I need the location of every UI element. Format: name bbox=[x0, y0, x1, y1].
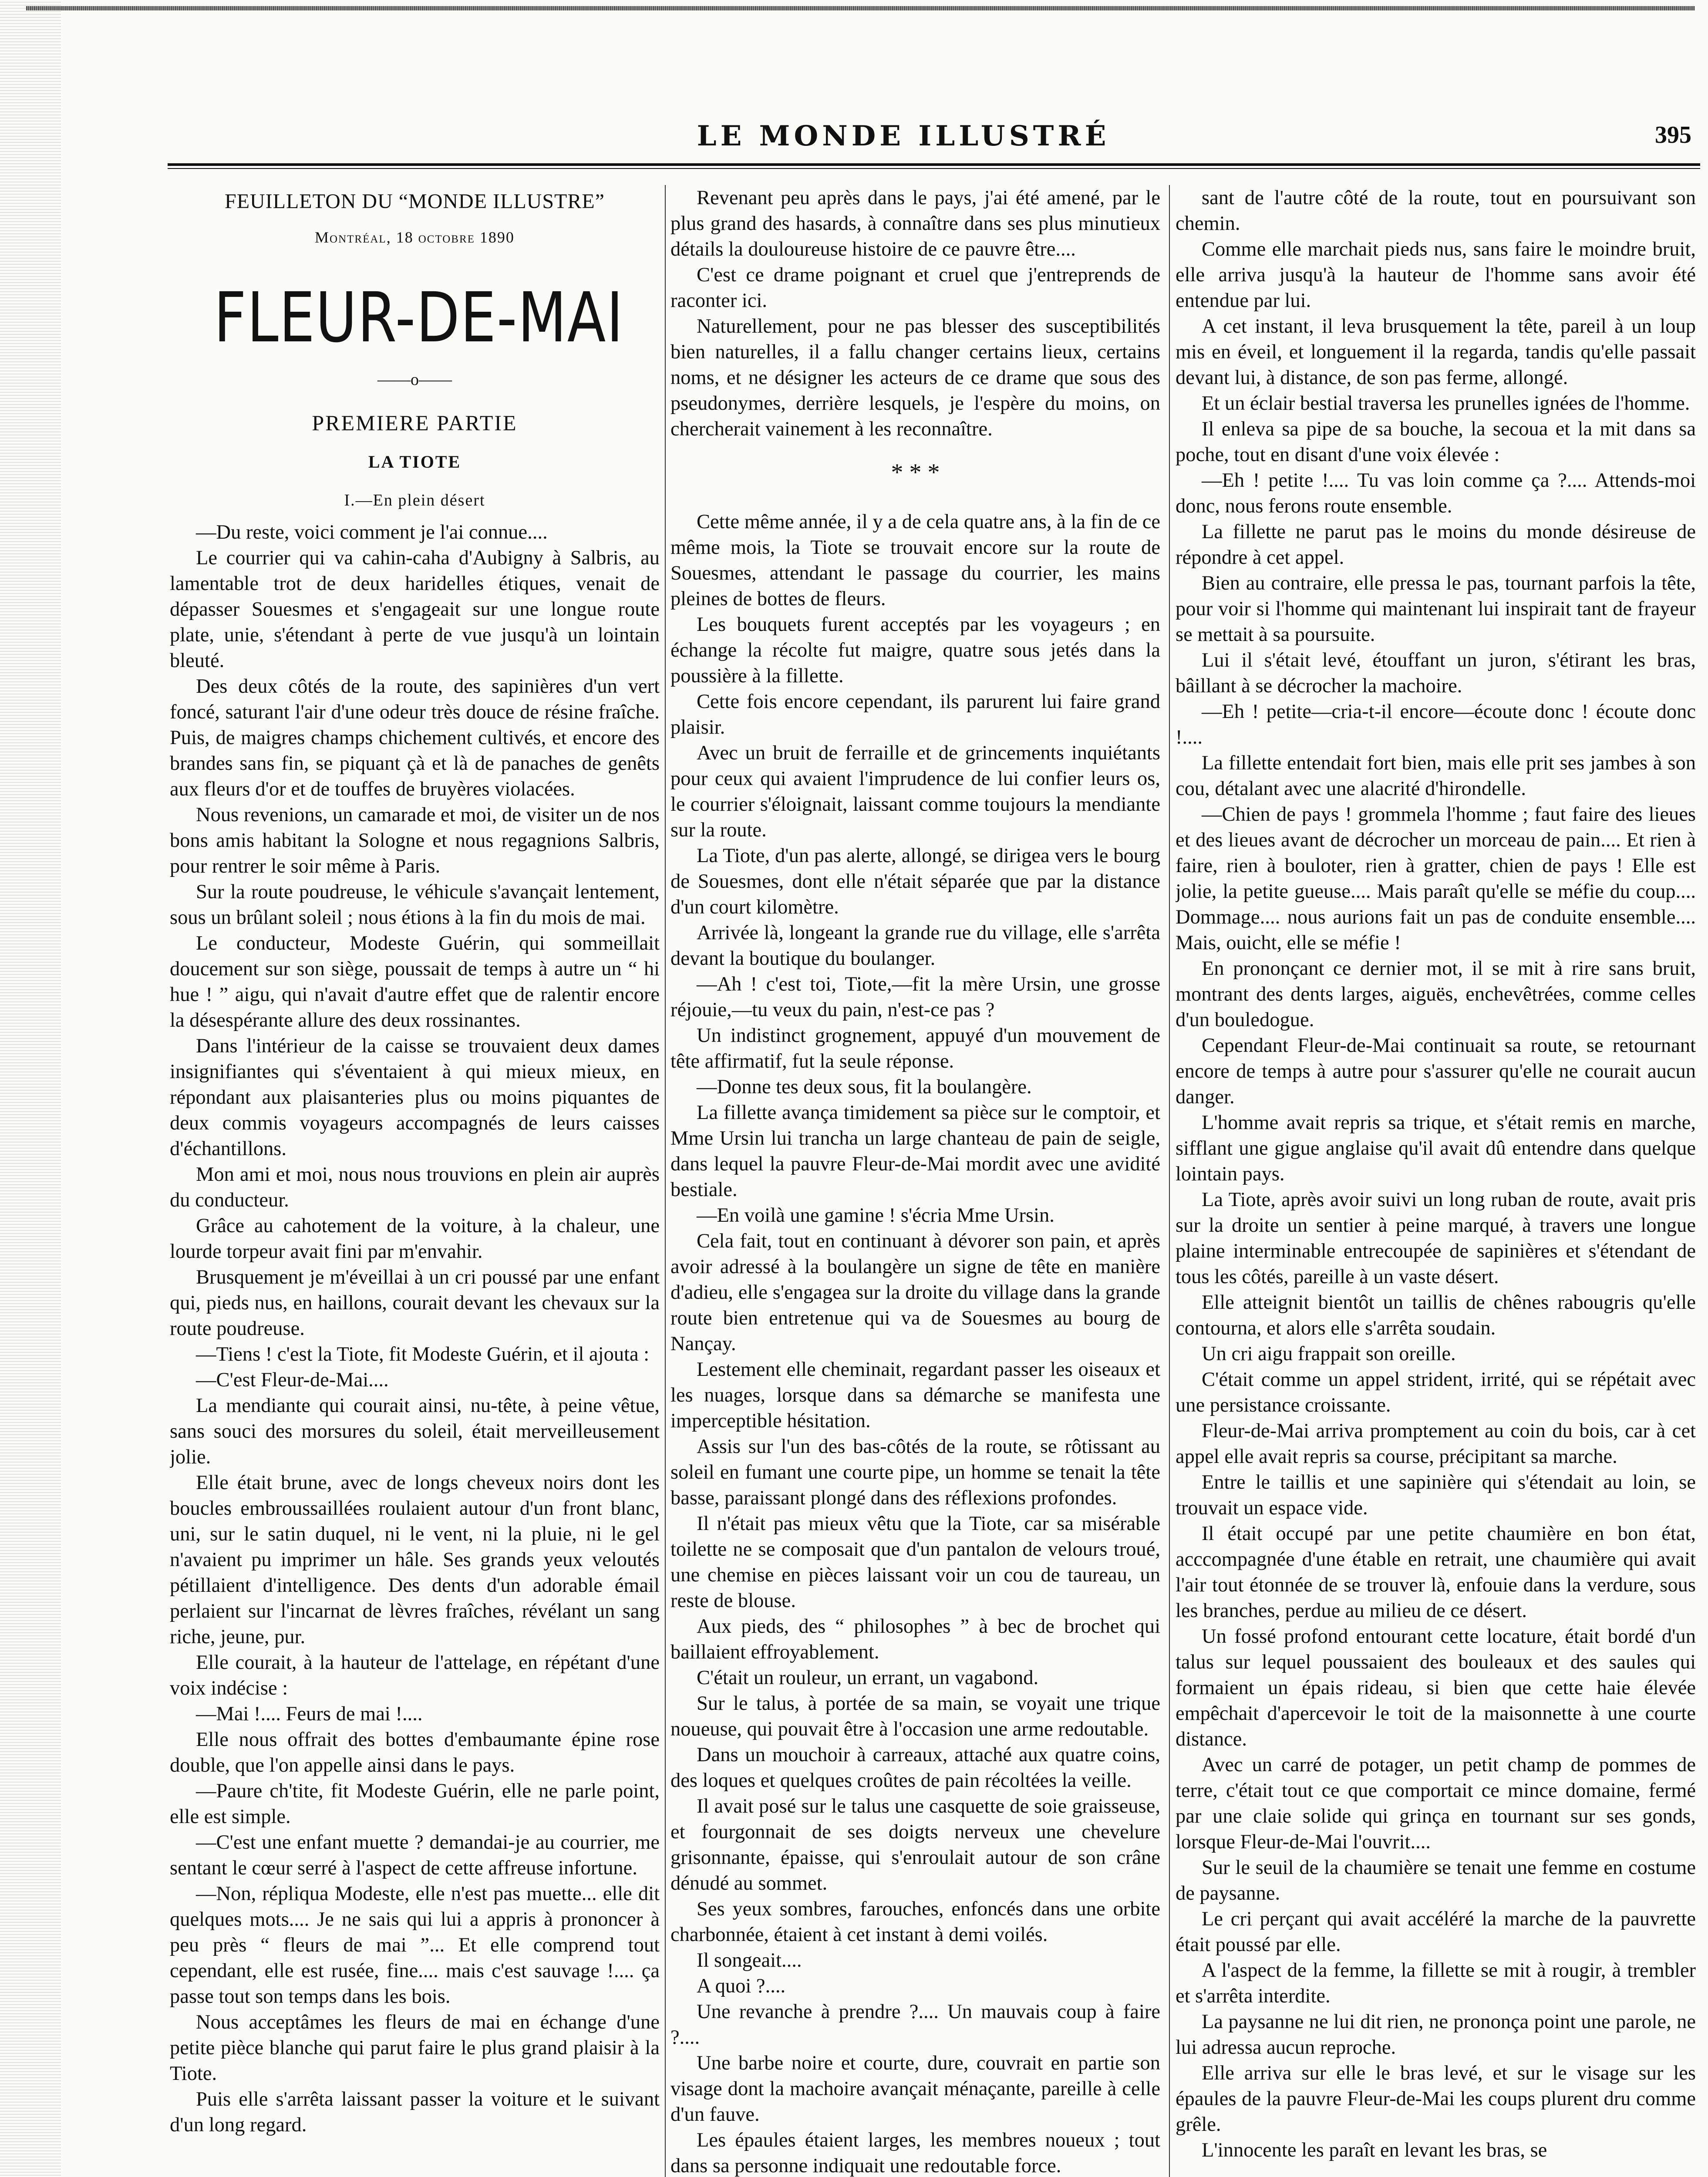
paragraph: —Paure ch'tite, fit Modeste Guérin, elle ne parle point, elle est simple. bbox=[170, 1780, 660, 1828]
paragraph: Le courrier qui va cahin-caha d'Aubigny à Salbris, au lamentable trot de deux haridelles étiques, venait de dépasser Souesmes et s'engageait sur une longue route plate, unie, s'étendant à perte de vue jusqu'à un lointain bleuté. bbox=[170, 547, 660, 672]
paragraph: Une barbe noire et courte, dure, couvrait en partie son visage dont la machoire avançait ménaçante, pareille à celle d'un fauve. bbox=[670, 2052, 1160, 2126]
paragraph: Assis sur l'un des bas-côtés de la route, se rôtissant au soleil en fumant une courte pipe, un homme se tenait la tête basse, paraissant plongé dans des réflexions profondes. bbox=[670, 1436, 1160, 1509]
paragraph: C'était comme un appel strident, irrité, qui se répétait avec une persistance croissante. bbox=[1176, 1368, 1696, 1416]
column-divider bbox=[665, 185, 666, 2177]
paragraph: Grâce au cahotement de la voiture, à la chaleur, une lourde torpeur avait fini par m'envahir. bbox=[170, 1215, 660, 1263]
paragraph: Un fossé profond entourant cette locature, était bordé d'un talus sur lequel poussaient des bouleaux et des saules qui formaient un épais rideau, si bien que cette haie élevée empêchait d'apercevoir le toit de la maisonnette à une courte distance. bbox=[1176, 1625, 1696, 1750]
paragraph: —Eh ! petite—cria-t-il encore—écoute donc ! écoute donc !.... bbox=[1176, 701, 1696, 748]
paragraph: —Non, répliqua Modeste, elle n'est pas muette... elle dit quelques mots.... Je ne sais qui lui a appris à prononcer à peu près “ fleurs de mai ”... Et elle comprend tout cependant, elle est rusée, fine.... mais c'est sauvage !.... ça passe tout son temps dans les bois. bbox=[170, 1883, 660, 2008]
paragraph: Il songeait.... bbox=[697, 1949, 802, 1971]
paragraph: Elle arriva sur elle le bras levé, et sur le visage sur les épaules de la pauvre Fleur-de-Mai les coups plurent dru comme grêle. bbox=[1176, 2062, 1696, 2136]
paragraph: Dans l'intérieur de la caisse se trouvaient deux dames insignifiantes qui s'éventaient à qui mieux mieux, en répondant aux plaisanteries plus ou moins piquantes de deux commis voyageurs accompagnés de leurs caisses d'échantillons. bbox=[170, 1035, 660, 1160]
paragraph: Cette fois encore cependant, ils parurent lui faire grand plaisir. bbox=[670, 691, 1160, 738]
chapter-heading: I.—En plein désert bbox=[344, 491, 485, 509]
paragraph: Fleur-de-Mai arriva promptement au coin du bois, car à cet appel elle avait repris sa course, précipitant sa marche. bbox=[1176, 1420, 1696, 1468]
paragraph: Entre le taillis et une sapinière qui s'étendait au loin, se trouvait un espace vide. bbox=[1176, 1471, 1696, 1519]
paragraph: Avec un carré de potager, un petit champ de pommes de terre, c'était tout ce que comportait ce mince domaine, fermé par une claie solide qui grinça en tournant sur ses gonds, lorsque Fleur-de-Mai l'ouvrit.... bbox=[1176, 1754, 1696, 1853]
page-number: 395 bbox=[1655, 121, 1691, 148]
divider-ornament: o bbox=[411, 371, 419, 389]
paragraph: Elle courait, à la hauteur de l'attelage, en répétant d'une voix indécise : bbox=[170, 1651, 660, 1699]
column-3 bbox=[1176, 185, 1696, 2177]
paragraph: Arrivée là, longeant la grande rue du village, elle s'arrêta devant la boutique du boulanger. bbox=[670, 922, 1160, 970]
paragraph: Mon ami et moi, nous nous trouvions en plein air auprès du conducteur. bbox=[170, 1163, 660, 1211]
paragraph: Bien au contraire, elle pressa le pas, tournant parfois la tête, pour voir si l'homme qui maintenant lui inspirait tant de frayeur se mettait à sa poursuite. bbox=[1176, 572, 1696, 646]
column-divider bbox=[1169, 185, 1170, 2177]
story-title: FLEUR-DE-MAI bbox=[214, 278, 624, 358]
paragraph: L'homme avait repris sa trique, et s'était remis en marche, sifflant une gigue anglaise qu'il avait dû entendre dans quelque lointain pays. bbox=[1176, 1112, 1696, 1185]
paragraph: sant de l'autre côté de la route, tout en poursuivant son chemin. bbox=[1176, 187, 1696, 235]
paragraph: Brusquement je m'éveillai à un cri poussé par une enfant qui, pieds nus, en haillons, courait devant les chevaux sur la route poudreuse. bbox=[170, 1266, 660, 1340]
column-1-body bbox=[170, 519, 660, 2138]
paragraph: Cette même année, il y a de cela quatre ans, à la fin de ce même mois, la Tiote se trouvait encore sur la route de Souesmes, attendant le passage du courrier, les mains pleines de bottes de fleurs. bbox=[670, 511, 1160, 610]
paragraph: En prononçant ce dernier mot, il se mit à rire sans bruit, montrant des dents larges, aiguës, enchevêtrées, comme celles d'un bouledogue. bbox=[1176, 957, 1696, 1031]
paragraph: Ses yeux sombres, farouches, enfoncés dans une orbite charbonnée, étaient à cet instant à demi voilés. bbox=[670, 1898, 1160, 1946]
paragraph: Les épaules étaient larges, les membres noueux ; tout dans sa personne indiquait une redoutable force. bbox=[670, 2129, 1160, 2177]
paragraph: —Du reste, voici comment je l'ai connue.... bbox=[196, 521, 548, 543]
paragraph: Cela fait, tout en continuant à dévorer son pain, et après avoir adressé à la boulangère un signe de tête en manière d'adieu, elle s'engagea sur la droite du village dans la grande route bien entretenue qui va de Souesmes au bourg de Nançay. bbox=[670, 1230, 1160, 1355]
paragraph: Lestement elle cheminait, regardant passer les oiseaux et les nuages, lorsque dans sa démarche se manifesta une imperceptible hésitation. bbox=[670, 1358, 1160, 1432]
paragraph: Une revanche à prendre ?.... Un mauvais coup à faire ?.... bbox=[670, 2001, 1160, 2049]
paragraph: Les bouquets furent acceptés par les voyageurs ; en échange la récolte fut maigre, quatre sous jetés dans la poussière à la fillette. bbox=[670, 613, 1160, 687]
paragraph: Naturellement, pour ne pas blesser des susceptibilités bien naturelles, il a fallu changer certains lieux, certains noms, et ne désigner les acteurs de ce drame que sous des pseudonymes, derrière lesquels, je l'espère du moins, on chercherait vainement à les reconnaître. bbox=[670, 315, 1160, 440]
paragraph: Nous revenions, un camarade et moi, de visiter un de nos bons amis habitant la Sologne et nous regagnions Salbris, pour rentrer le soir même à Paris. bbox=[170, 804, 660, 877]
paragraph: A l'aspect de la femme, la fillette se mit à rougir, à trembler et s'arrêta interdite. bbox=[1176, 1959, 1696, 2007]
scan-edge bbox=[0, 0, 61, 2177]
paragraph: Sur le talus, à portée de sa main, se voyait une trique noueuse, qui pouvait être à l'occasion une arme redoutable. bbox=[670, 1692, 1160, 1740]
title-divider: ——o—— bbox=[377, 371, 452, 389]
subtitle: LA TIOTE bbox=[368, 452, 462, 472]
paragraph: Avec un bruit de ferraille et de grincements inquiétants pour ceux qui avaient l'imprudence de lui confier leurs os, le courrier s'éloignait, laissant comme toujours la mendiante sur la route. bbox=[670, 742, 1160, 841]
header-rule bbox=[168, 163, 1700, 166]
paragraph: Il était occupé par une petite chaumière en bon état, acccompagnée d'une étable en retrait, une chaumière qui avait l'air tout étonnée de se trouver là, enfouie dans la verdure, sous les branches, perdue au milieu de ce désert. bbox=[1176, 1523, 1696, 1622]
paragraph: La Tiote, d'un pas alerte, allongé, se dirigea vers le bourg de Souesmes, dont elle n'était séparée que par la distance d'un court kilomètre. bbox=[670, 845, 1160, 918]
paragraph: Sur la route poudreuse, le véhicule s'avançait lentement, sous un brûlant soleil ; nous étions à la fin du mois de mai. bbox=[170, 881, 660, 929]
column-2-body-bottom bbox=[670, 509, 1160, 2177]
paragraph: —Donne tes deux sous, fit la boulangère. bbox=[697, 1076, 1032, 1098]
paragraph: C'était un rouleur, un errant, un vagabond. bbox=[697, 1667, 1039, 1689]
paragraph: La fillette entendait fort bien, mais elle prit ses jambes à son cou, détalant avec une alacrité d'hirondelle. bbox=[1176, 752, 1696, 800]
paragraph: La Tiote, après avoir suivi un long ruban de route, avait pris sur la droite un sentier à peine marqué, à travers une longue plaine interminable entrecoupée de sapinières et s'étendant de tous les côtés, pareille à un vaste désert. bbox=[1176, 1189, 1696, 1288]
paragraph: —C'est une enfant muette ? demandai-je au courrier, me sentant le cœur serré à l'aspect de cette affreuse infortune. bbox=[170, 1831, 660, 1879]
paragraph: Aux pieds, des “ philosophes ” à bec de brochet qui baillaient effroyablement. bbox=[670, 1615, 1160, 1663]
paragraph: La fillette ne parut pas le moins du monde désireuse de répondre à cet appel. bbox=[1176, 521, 1696, 569]
section-separator: * * * bbox=[891, 459, 940, 486]
paragraph: Des deux côtés de la route, des sapinières d'un vert foncé, saturant l'air d'une odeur très douce de résine fraîche. Puis, de maigres champs chichement cultivés, et encore des brandes sans fin, se piquant çà et là de panaches de genêts aux fleurs d'or et de touffes de bruyères violacées. bbox=[170, 675, 660, 800]
paragraph: Un cri aigu frappait son oreille. bbox=[1202, 1343, 1456, 1365]
paragraph: Lui il s'était levé, étouffant un juron, s'étirant les bras, bâillant à se décrocher la machoire. bbox=[1176, 649, 1696, 697]
paragraph: L'innocente les paraît en levant les bras, se bbox=[1202, 2139, 1547, 2161]
paragraph: Il avait posé sur le talus une casquette de soie graisseuse, et fourgonnait de ses doigts nerveux une chevelure grisonnante, épaisse, qui s'enroulait autour de son crâne dénudé au sommet. bbox=[670, 1795, 1160, 1894]
paragraph: La fillette avança timidement sa pièce sur le comptoir, et Mme Ursin lui trancha un large chanteau de pain de seigle, dans lequel la pauvre Fleur-de-Mai mordit avec une avidité bestiale. bbox=[670, 1102, 1160, 1201]
paragraph: A quoi ?.... bbox=[697, 1975, 786, 1997]
newspaper-title: LE MONDE ILLUSTRÉ bbox=[697, 120, 1110, 152]
paragraph: —C'est Fleur-de-Mai.... bbox=[196, 1369, 389, 1391]
paragraph: Il n'était pas mieux vêtu que la Tiote, car sa misérable toilette ne se composait que d'un pantalon de velours troué, une chemise en pièces laissant voir un cou de taureau, un reste de blouse. bbox=[670, 1513, 1160, 1612]
paragraph: —Ah ! c'est toi, Tiote,—fit la mère Ursin, une grosse réjouie,—tu veux du pain, n'est-ce pas ? bbox=[670, 973, 1160, 1021]
paragraph: Le conducteur, Modeste Guérin, qui sommeillait doucement sur son siège, poussait de temps à autre un “ hi hue ! ” aigu, qui n'avait d'autre effet que de ralentir encore la désespérante allure des deux rossinantes. bbox=[170, 932, 660, 1031]
paragraph: —En voilà une gamine ! s'écria Mme Ursin. bbox=[697, 1204, 1054, 1227]
paragraph: —Mai !.... Feurs de mai !.... bbox=[196, 1703, 423, 1725]
paragraph: Puis elle s'arrêta laissant passer la voiture et le suivant d'un long regard. bbox=[170, 2088, 660, 2136]
paragraph: Comme elle marchait pieds nus, sans faire le moindre bruit, elle arriva jusqu'à la hauteur de l'homme sans avoir été entendue par lui. bbox=[1176, 238, 1696, 312]
paragraph: —Chien de pays ! grommela l'homme ; faut faire des lieues et des lieues avant de décrocher un morceau de pain.... Et rien à faire, rien à bouloter, rien à gratter, chien de pays ! Elle est jolie, la petite gueuse.... Mais paraît qu'elle se méfie du coup.... Dommage.... nous aurions fait un pas de conduite ensemble.... Mais, ouicht, elle se méfie ! bbox=[1176, 803, 1696, 954]
paragraph: —Tiens ! c'est la Tiote, fit Modeste Guérin, et il ajouta : bbox=[196, 1343, 650, 1365]
paragraph: Elle atteignit bientôt un taillis de chênes rabougris qu'elle contourna, et alors elle s'arrêta soudain. bbox=[1176, 1291, 1696, 1339]
paragraph: Dans un mouchoir à carreaux, attaché aux quatre coins, des loques et quelques croûtes de pain récoltées la veille. bbox=[670, 1744, 1160, 1792]
paragraph: Cependant Fleur-de-Mai continuait sa route, se retournant encore de temps à autre pour s'assurer qu'elle ne courait aucun danger. bbox=[1176, 1035, 1696, 1108]
paragraph: A cet instant, il leva brusquement la tête, pareil à un loup mis en éveil, et longuement il la regarda, tandis qu'elle passait devant lui, à distance, de son pas ferme, allongé. bbox=[1176, 315, 1696, 389]
paragraph: C'est ce drame poignant et cruel que j'entreprends de raconter ici. bbox=[670, 264, 1160, 312]
header-rule-thin bbox=[168, 168, 1700, 169]
paragraph: Revenant peu après dans le pays, j'ai été amené, par le plus grand des hasards, à connaître dans ses plus minutieux détails la douloureuse histoire de ce pauvre être.... bbox=[670, 187, 1160, 260]
column-2 bbox=[670, 185, 1160, 2177]
paragraph: Un indistinct grognement, appuyé d'un mouvement de tête affirmatif, fut la seule réponse. bbox=[670, 1024, 1160, 1072]
feuilleton-heading: FEUILLETON DU “MONDE ILLUSTRE” bbox=[225, 190, 605, 213]
paragraph: —Eh ! petite !.... Tu vas loin comme ça ?.... Attends-moi donc, nous ferons route ensemble. bbox=[1176, 469, 1696, 517]
column-1 bbox=[170, 185, 660, 2177]
paragraph: La paysanne ne lui dit rien, ne prononça point une parole, ne lui adressa aucun reproche. bbox=[1176, 2011, 1696, 2059]
column-2-body-top bbox=[670, 185, 1160, 442]
paragraph: Il enleva sa pipe de sa bouche, la secoua et la mit dans sa poche, tout en disant d'une voix élevée : bbox=[1176, 418, 1696, 466]
paragraph: Sur le seuil de la chaumière se tenait une femme en costume de paysanne. bbox=[1176, 1857, 1696, 1904]
paragraph: Elle nous offrait des bottes d'embaumante épine rose double, que l'on appelle ainsi dans le pays. bbox=[170, 1729, 660, 1776]
column-3-body bbox=[1176, 185, 1696, 2163]
paragraph: Nous acceptâmes les fleurs de mai en échange d'une petite pièce blanche qui parut faire le plus grand plaisir à la Tiote. bbox=[170, 2011, 660, 2085]
scan-top-rule bbox=[26, 6, 1695, 10]
paragraph: Le cri perçant qui avait accéléré la marche de la pauvrette était poussé par elle. bbox=[1176, 1908, 1696, 1956]
paragraph: Et un éclair bestial traversa les prunelles ignées de l'homme. bbox=[1202, 392, 1690, 415]
paragraph: La mendiante qui courait ainsi, nu-tête, à peine vêtue, sans souci des morsures du soleil, était merveilleusement jolie. bbox=[170, 1395, 660, 1468]
dateline: Montréal, 18 octobre 1890 bbox=[315, 229, 515, 246]
part-heading: PREMIERE PARTIE bbox=[312, 411, 518, 435]
paragraph: Elle était brune, avec de longs cheveux noirs dont les boucles embroussaillées roulaient autour d'un front blanc, uni, sur le satin duquel, ni le vent, ni la pluie, ni le gel n'avaient pu imprimer un hâle. Ses grands yeux veloutés pétillaient d'intelligence. Des dents d'un adorable émail perlaient sur l'incarnat de lèvres fraîches, révélant un sang riche, jeune, pur. bbox=[170, 1472, 660, 1648]
